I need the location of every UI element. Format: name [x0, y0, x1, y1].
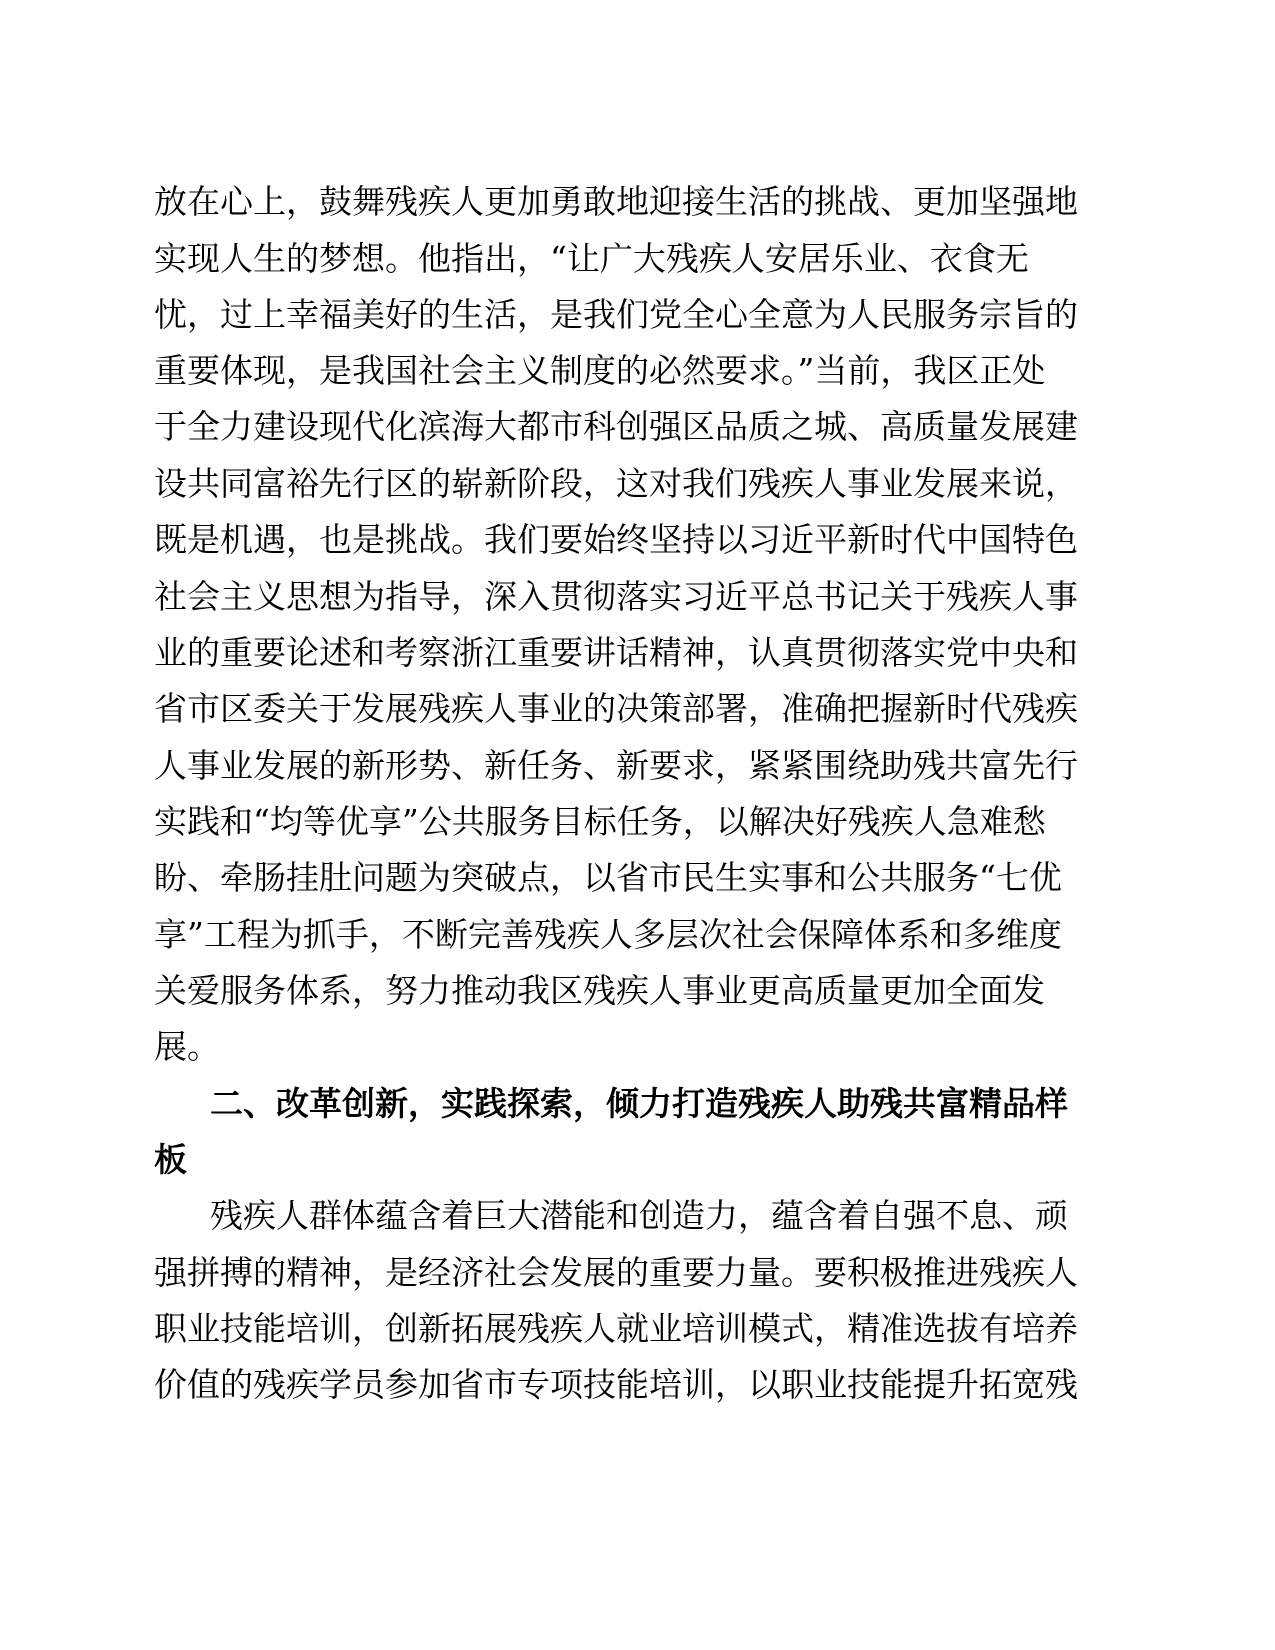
text-line: 忧，过上幸福美好的生活，是我们党全心全意为人民服务宗旨的 — [154, 295, 1078, 334]
text-line: 于全力建设现代化滨海大都市科创强区品质之城、高质量发展建 — [154, 407, 1078, 446]
text-line: 实践和“均等优享”公共服务目标任务，以解决好残疾人急难愁 — [154, 802, 1046, 841]
text-line: 重要体现，是我国社会主义制度的必然要求。”当前，我区正处 — [154, 351, 1046, 390]
text-line: 价值的残疾学员参加省市专项技能培训，以职业技能提升拓宽残 — [154, 1365, 1078, 1404]
text-line: 展。 — [154, 1027, 220, 1066]
text-line: 关爱服务体系，努力推动我区残疾人事业更高质量更加全面发 — [154, 971, 1045, 1010]
paragraph-first-line: 残疾人群体蕴含着巨大潜能和创造力，蕴含着自强不息、顽 — [210, 1196, 1068, 1235]
section-heading: 二、改革创新，实践探索，倾力打造残疾人助残共富精品样 — [210, 1084, 1068, 1123]
text-line: 强拼搏的精神，是经济社会发展的重要力量。要积极推进残疾人 — [154, 1253, 1078, 1292]
text-line: 人事业发展的新形势、新任务、新要求，紧紧围绕助残共富先行 — [154, 746, 1078, 785]
text-line: 放在心上，鼓舞残疾人更加勇敢地迎接生活的挑战、更加坚强地 — [154, 182, 1078, 221]
text-line: 实现人生的梦想。他指出，“让广大残疾人安居乐业、衣食无 — [154, 239, 1029, 278]
section-heading: 板 — [154, 1140, 187, 1179]
text-line: 享”工程为抓手，不断完善残疾人多层次社会保障体系和多维度 — [154, 915, 1062, 954]
text-line: 职业技能培训，创新拓展残疾人就业培训模式，精准选拔有培养 — [154, 1309, 1078, 1348]
text-line: 既是机遇，也是挑战。我们要始终坚持以习近平新时代中国特色 — [154, 520, 1078, 559]
text-line: 社会主义思想为指导，深入贯彻落实习近平总书记关于残疾人事 — [154, 577, 1078, 616]
text-line: 业的重要论述和考察浙江重要讲话精神，认真贯彻落实党中央和 — [154, 633, 1078, 672]
text-line: 省市区委关于发展残疾人事业的决策部署，准确把握新时代残疾 — [154, 689, 1078, 728]
text-line: 设共同富裕先行区的崭新阶段，这对我们残疾人事业发展来说， — [154, 464, 1078, 503]
text-line: 盼、牵肠挂肚问题为突破点，以省市民生实事和公共服务“七优 — [154, 858, 1062, 897]
